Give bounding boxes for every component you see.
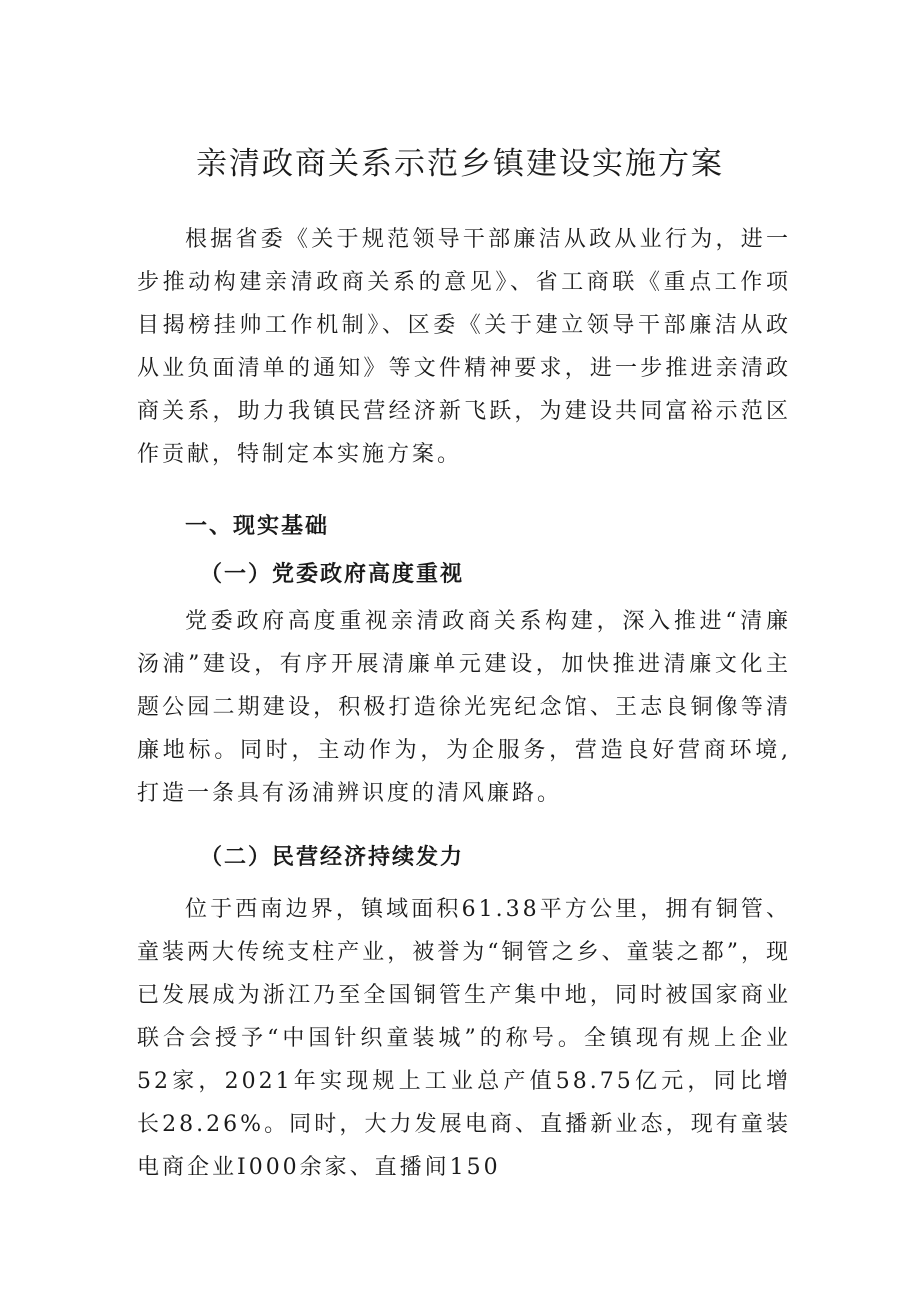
party-committee-paragraph: 党委政府高度重视亲清政商关系构建，深入推进“清廉汤浦”建设，有序开展清廉单元建设，加快推进清廉文化主题公园二期建设，积极打造徐光宪纪念馆、王志良铜像等清廉地标。同时，主动作为，为企服务，营造良好营商环境,打造一条具有汤浦辨识度的清风廉路。 [137, 609, 791, 806]
intro-paragraph: 根据省委《关于规范领导干部廉洁从政从业行为，进一步推动构建亲清政商关系的意见》、省工商联《重点工作项目揭榜挂帅工作机制》、区委《关于建立领导干部廉洁从政从业负面清单的通知》等文件精神要求，进一步推进亲清政商关系，助力我镇民营经济新飞跃，为建设共同富裕示范区作贡献，特制定本实施方案。 [137, 227, 791, 467]
section-heading-foundation: 一、现实基础 [185, 514, 330, 539]
document-title: 亲清政商关系示范乡镇建设实施方案 [196, 146, 724, 182]
private-economy-paragraph: 位于西南边界，镇域面积61.38平方公里，拥有铜管、童装两大传统支柱产业，被誉为“铜管之乡、童装之都”，现已发展成为浙江乃至全国铜管生产集中地，同时被国家商业联合会授予“中国针织童装城”的称号。全镇现有规上企业52家，2021年实现规上工业总产值58.75亿元，同比增长28.26%。同时，大力发展电商、直播新业态，现有童装电商企业I000余家、直播间150 [137, 897, 791, 1180]
subsection-heading-party-committee: （一）党委政府高度重视 [200, 561, 465, 587]
subsection-heading-private-economy: （二）民营经济持续发力 [200, 844, 465, 870]
